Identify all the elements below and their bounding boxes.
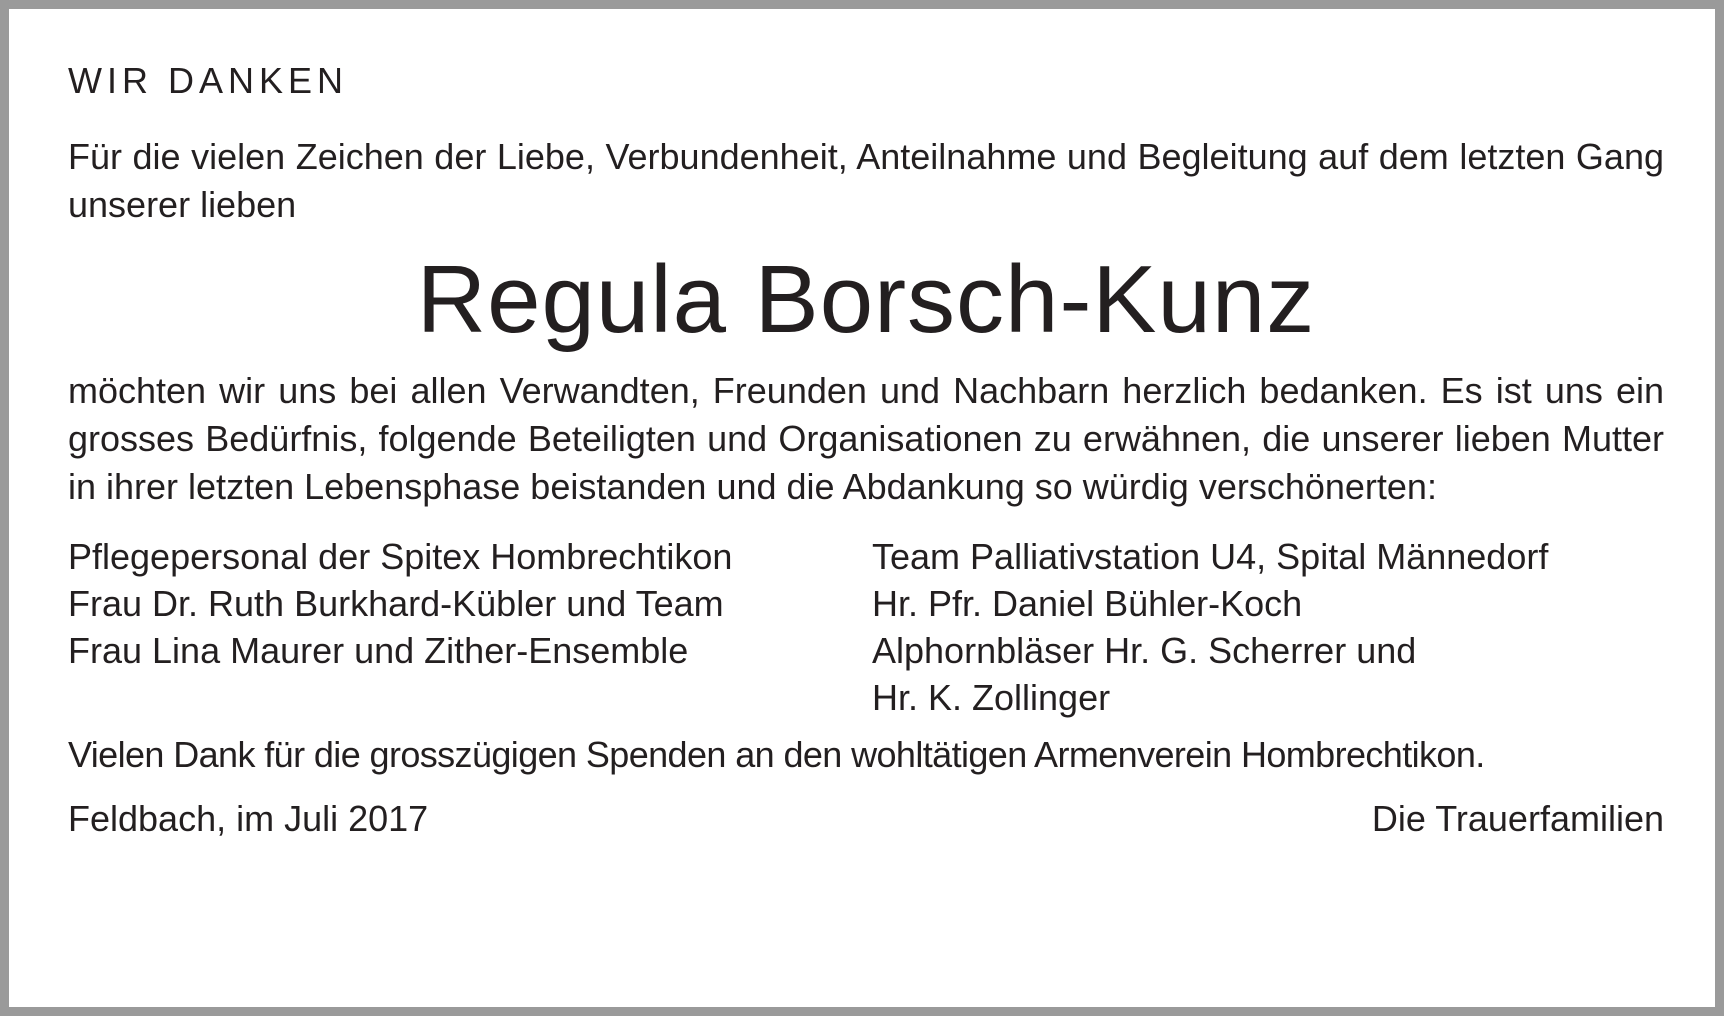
list-item: Alphornbläser Hr. G. Scherrer und	[872, 630, 1417, 671]
notice-footer	[68, 795, 1664, 843]
acknowledgement-column-left	[68, 533, 872, 721]
intro-paragraph: Für die vielen Zeichen der Liebe, Verbundenheit, Anteilnahme und Begleitung auf dem letzten Gang unserer lieben	[68, 136, 1664, 225]
body-paragraph: möchten wir uns bei allen Verwandten, Freunden und Nachbarn herzlich bedanken. Es ist uns ein grosses Bedürfnis, folgende Beteiligten und Organisationen zu erwähnen, die unserer lieben Mutter in ihrer letzten Lebensphase beistanden und die Abdankung so würdig verschönerten:	[68, 370, 1664, 507]
acknowledgement-column-right	[872, 533, 1664, 721]
list-item: Pflegepersonal der Spitex Hombrechtikon	[68, 536, 733, 577]
notice-heading: WIR DANKEN	[68, 60, 349, 101]
place-date: Feldbach, im Juli 2017	[68, 798, 429, 839]
donation-thanks: Vielen Dank für die grosszügigen Spenden an den wohltätigen Armenverein Hombrechtikon.	[68, 734, 1485, 775]
acknowledgement-list	[68, 533, 1664, 721]
signature: Die Trauerfamilien	[1371, 798, 1664, 839]
list-item: Team Palliativstation U4, Spital Männedorf	[872, 536, 1549, 577]
deceased-name: Regula Borsch-Kunz	[416, 246, 1316, 353]
list-item: Hr. K. Zollinger	[872, 677, 1111, 718]
list-item: Hr. Pfr. Daniel Bühler-Koch	[872, 583, 1303, 624]
list-item: Frau Dr. Ruth Burkhard-Kübler und Team	[68, 583, 724, 624]
list-item: Frau Lina Maurer und Zither-Ensemble	[68, 630, 689, 671]
notice-content	[68, 59, 1664, 843]
